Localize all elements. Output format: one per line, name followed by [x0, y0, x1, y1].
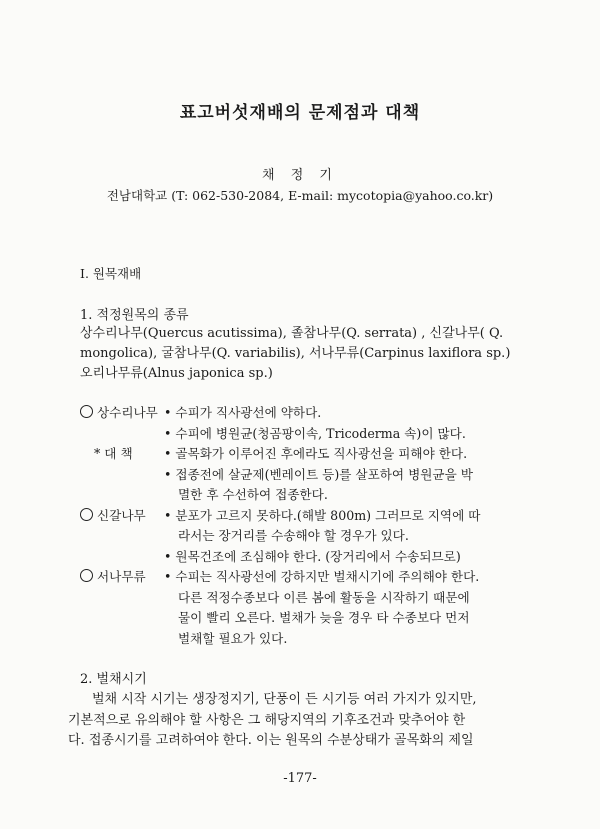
subsection-heading-1: 1. 적정원목의 종류 [80, 308, 189, 323]
species-list [80, 324, 540, 384]
note-text: • 원목건조에 조심해야 한다. (장거리에서 수송되므로) [164, 548, 461, 564]
paragraph-line: 기본적으로 유의해야 할 사항은 그 해당지역의 기후조건과 맞추어야 한 [68, 712, 466, 728]
circle-icon [80, 405, 93, 418]
note-text: 물이 빨리 오른다. 벌채가 늦을 경우 타 수종보다 먼저 [178, 610, 470, 625]
paragraph-line: 벌채 시작 시기는 생장정지기, 단풍이 든 시기등 여러 가지가 있지만, [92, 692, 477, 707]
subsection-heading-2: 2. 벌채시기 [80, 672, 147, 687]
note-row [80, 526, 550, 547]
note-text: • 수피에 병원균(청곰팡이속, Tricoderma 속)이 많다. [164, 425, 466, 441]
note-label: 신갈나무 [80, 506, 146, 527]
note-label: 상수리나무 [80, 403, 158, 424]
note-text: • 수피가 직사광선에 약하다. [164, 405, 322, 420]
section-heading: Ⅰ. 원목재배 [80, 266, 142, 281]
author-name: 채 정 기 [262, 168, 338, 183]
note-text: 벌채할 필요가 있다. [178, 630, 288, 646]
note-row [80, 608, 550, 629]
note-row [80, 567, 550, 588]
note-row [80, 485, 550, 506]
note-text: 멸한 후 수선하여 접종한다. [178, 487, 328, 502]
note-row [80, 424, 550, 445]
circle-icon [80, 508, 93, 521]
note-text: • 수피는 직사광선에 강하지만 벌채시기에 주의해야 한다. [164, 569, 480, 584]
circle-icon [80, 569, 93, 582]
note-row [80, 403, 550, 424]
note-row [80, 588, 550, 609]
species-line: 상수리나무(Quercus acutissima), 졸참나무(Q. serrata) , 신갈나무( Q. [80, 326, 504, 341]
note-text: • 분포가 고르지 못하다.(해발 800m) 그러므로 지역에 따 [164, 507, 481, 523]
page-number: -177- [283, 771, 317, 786]
note-label: * 대 책 [94, 446, 133, 461]
author-affiliation: 전남대학교 (T: 062-530-2084, E-mail: mycotopia@yahoo.co.kr) [106, 188, 494, 203]
note-row [80, 444, 550, 465]
body-paragraph [68, 690, 538, 752]
note-row [80, 547, 550, 568]
note-text: • 골목화가 이루어진 후에라도 직사광선을 피해야 한다. [164, 446, 468, 461]
note-label: 서나무류 [80, 567, 146, 588]
note-text: 다른 적정수종보다 이른 봄에 활동을 시작하기 때문에 [178, 589, 470, 605]
note-text: 라서는 장거리를 수송해야 할 경우가 있다. [178, 528, 409, 543]
note-row [80, 629, 550, 650]
species-line: 오리나무류(Alnus japonica sp.) [80, 366, 273, 381]
note-row [80, 465, 550, 486]
note-row [80, 506, 550, 527]
species-line: mongolica), 굴참나무(Q. variabilis), 서나무류(Carpinus laxiflora sp.) [80, 346, 511, 361]
paragraph-line: 다. 접종시기를 고려하여야 한다. 이는 원목의 수분상태가 골목화의 제일 [68, 733, 474, 748]
note-text: • 접종전에 살균제(벤레이트 등)를 살포하여 병원균을 박 [164, 466, 473, 482]
paper-title: 표고버섯재배의 문제점과 대책 [179, 103, 421, 123]
species-notes [80, 403, 550, 649]
